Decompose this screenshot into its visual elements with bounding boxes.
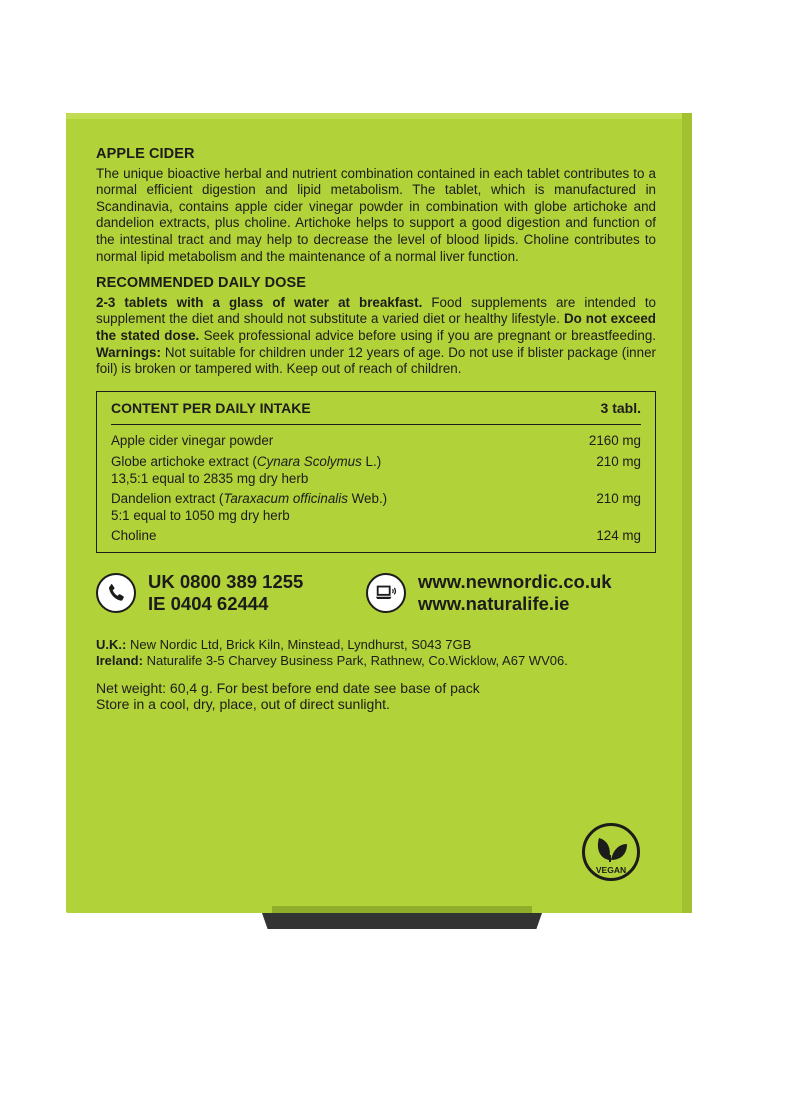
storage-instructions: Store in a cool, dry, place, out of direct sunlight. bbox=[96, 695, 390, 712]
warnings-label: Warnings: bbox=[96, 344, 161, 360]
table-row bbox=[111, 491, 641, 524]
table-row bbox=[111, 433, 641, 450]
ingredient-name: Choline bbox=[111, 528, 157, 544]
phone-uk[interactable]: UK 0800 389 1255 bbox=[148, 570, 304, 592]
address-block bbox=[96, 637, 656, 669]
ingredient-suffix: L.) bbox=[361, 453, 382, 469]
ingredient-amount: 124 mg bbox=[596, 528, 641, 544]
phone-icon bbox=[96, 573, 136, 613]
ingredient-amount: 210 mg bbox=[596, 491, 641, 507]
address-uk-text: New Nordic Ltd, Brick Kiln, Minstead, Lyndhurst, S043 7GB bbox=[126, 636, 472, 652]
ingredient-name: Dandelion extract ( bbox=[111, 491, 224, 507]
ingredient-ratio: 13,5:1 equal to 2835 mg dry herb bbox=[111, 470, 309, 486]
address-uk-label: U.K.: bbox=[96, 636, 127, 652]
table-row bbox=[111, 454, 641, 487]
table-header-label: CONTENT PER DAILY INTAKE bbox=[111, 399, 311, 416]
label-content bbox=[96, 146, 656, 712]
website-ie-link[interactable]: www.naturalife.ie bbox=[418, 592, 570, 614]
dose-title: RECOMMENDED DAILY DOSE bbox=[96, 275, 307, 292]
dose-advice: Seek professional advice before using if you are pregnant or breastfeeding. bbox=[199, 327, 656, 343]
dose-instruction: 2-3 tablets with a glass of water at breakfast. bbox=[96, 294, 423, 310]
dose-section bbox=[96, 275, 656, 378]
ingredient-ratio: 5:1 equal to 1050 mg dry herb bbox=[111, 507, 290, 523]
net-weight: Net weight: 60,4 g. For best before end date see base of pack bbox=[96, 679, 480, 696]
product-description: The unique bioactive herbal and nutrient combination contained in each tablet contributes to a normal efficient digestion and lipid metabolism. The tablet, which is manufactured in Scandinavia, contains apple cider vinegar powder in combination with globe artichoke and dandelion extracts, plus choline. Artichoke helps to support a good digestion and function of the intestinal tract and may help to decrease the level of blood lipids. Choline contributes to normal lipid metabolism and the maintenance of a normal liver function. bbox=[96, 165, 656, 264]
ingredient-name: Apple cider vinegar powder bbox=[111, 433, 274, 449]
table-header-amount: 3 tabl. bbox=[600, 399, 641, 416]
ingredient-amount: 2160 mg bbox=[588, 433, 641, 449]
phone-contact bbox=[96, 571, 366, 615]
dose-text bbox=[96, 295, 656, 378]
address-ie-text: Naturalife 3-5 Charvey Business Park, Rathnew, Co.Wicklow, A67 WV06. bbox=[142, 652, 568, 668]
warnings-text: Not suitable for children under 12 years of age. Do not use if blister package (inner foil) is broken or tampered with. Keep out of reach of children. bbox=[96, 344, 656, 377]
web-contact bbox=[366, 571, 636, 615]
net-weight-block bbox=[96, 680, 656, 712]
product-title: APPLE CIDER bbox=[96, 146, 195, 162]
vegan-label: VEGAN bbox=[595, 865, 627, 875]
leaf-icon bbox=[598, 838, 627, 862]
laptop-icon bbox=[366, 573, 406, 613]
ingredient-latin: Cynara Scolymus bbox=[256, 453, 362, 469]
vegan-badge bbox=[581, 822, 641, 882]
address-ie-label: Ireland: bbox=[96, 652, 143, 668]
contact-block bbox=[96, 571, 656, 615]
package-tab bbox=[262, 913, 542, 929]
dose-exceed-warning: Do not exceed the stated dose. bbox=[96, 311, 656, 343]
ingredient-amount: 210 mg bbox=[596, 453, 641, 469]
nutrition-table-header bbox=[111, 400, 641, 426]
nutrition-table bbox=[96, 391, 656, 553]
website-uk-link[interactable]: www.newnordic.co.uk bbox=[418, 570, 612, 592]
package-top-edge bbox=[66, 113, 692, 119]
table-row bbox=[111, 528, 641, 545]
ingredient-name: Globe artichoke extract ( bbox=[111, 453, 257, 469]
address-uk bbox=[96, 637, 656, 653]
address-ireland bbox=[96, 653, 656, 669]
dose-supplement-note: Food supplements are intended to supplement the diet and should not substitute a varied diet or healthy lifestyle. bbox=[96, 294, 656, 327]
ingredient-suffix: Web.) bbox=[347, 491, 388, 507]
ingredient-latin: Taraxacum officinalis bbox=[223, 491, 348, 507]
phone-ie[interactable]: IE 0404 62444 bbox=[148, 592, 269, 614]
package-side-edge bbox=[682, 113, 692, 913]
